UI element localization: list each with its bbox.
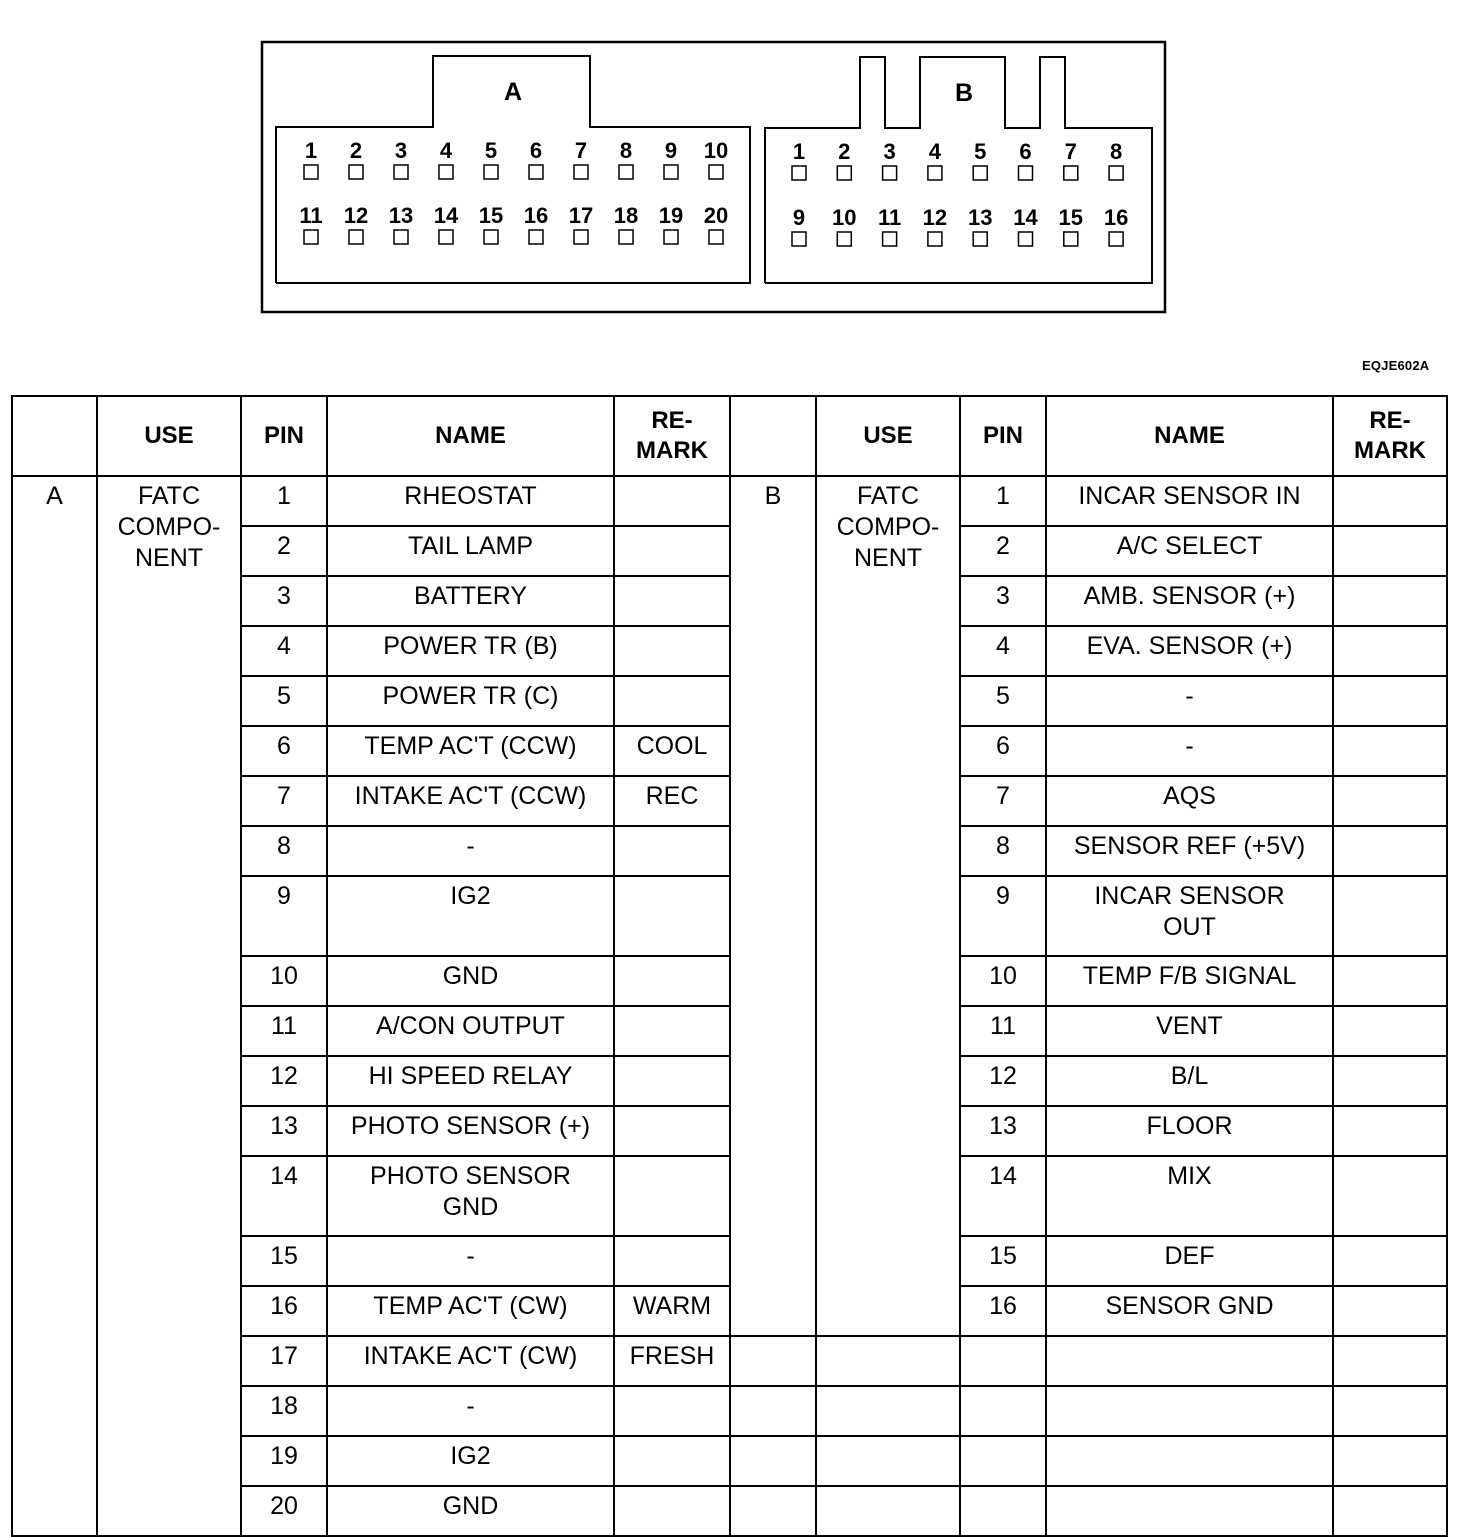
name-cell: A/C SELECT [1046, 526, 1333, 576]
pin-cell: 14 [960, 1156, 1046, 1236]
pin-number: 20 [703, 203, 729, 228]
pin-number: 3 [883, 139, 896, 164]
name-cell: IG2 [327, 1436, 614, 1486]
use-cell [816, 1436, 960, 1486]
pin-cell [960, 1336, 1046, 1386]
name-cell: - [327, 826, 614, 876]
pin-socket [349, 165, 363, 179]
name-cell [1046, 1386, 1333, 1436]
name-cell: SENSOR GND [1046, 1286, 1333, 1336]
pin-number: 9 [792, 205, 806, 230]
pin-socket [439, 230, 453, 244]
connector-frame [262, 42, 1165, 312]
table-row [12, 476, 1447, 526]
name-cell: - [327, 1386, 614, 1436]
remark-cell [1333, 826, 1447, 876]
pin-cell: 5 [241, 676, 327, 726]
pin-cell: 10 [960, 956, 1046, 1006]
name-cell: - [1046, 726, 1333, 776]
pin-socket [1109, 232, 1123, 246]
remark-cell [1333, 626, 1447, 676]
connector-cell [730, 1386, 816, 1436]
name-cell: AQS [1046, 776, 1333, 826]
pin-socket [529, 230, 543, 244]
pin-socket [304, 165, 318, 179]
pin-number: 7 [574, 138, 588, 163]
pin-socket [664, 165, 678, 179]
pin-socket [439, 165, 453, 179]
pin-cell: 18 [241, 1386, 327, 1436]
pin-cell: 7 [241, 776, 327, 826]
pin-socket [484, 230, 498, 244]
pin-cell: 8 [241, 826, 327, 876]
pin-socket [1019, 166, 1033, 180]
pin-socket [619, 230, 633, 244]
connector-cell [730, 1486, 816, 1536]
pin-number: 11 [877, 205, 902, 230]
pin-cell: 1 [241, 476, 327, 526]
pin-socket [973, 166, 987, 180]
pin-socket [1064, 232, 1078, 246]
pin-number: 16 [523, 203, 549, 228]
pin-number: 10 [832, 205, 857, 230]
pin-assignment-table [11, 395, 1448, 1537]
remark-cell [1333, 1436, 1447, 1486]
pin-cell: 11 [241, 1006, 327, 1056]
pin-number: 7 [1064, 139, 1077, 164]
use-cell [816, 1336, 960, 1386]
name-cell: EVA. SENSOR (+) [1046, 626, 1333, 676]
name-cell: IG2 [327, 876, 614, 956]
remark-cell [614, 1106, 730, 1156]
connector-a-label: A [503, 78, 523, 106]
remark-cell [1333, 1106, 1447, 1156]
header-cell [730, 396, 816, 476]
pin-number: 14 [433, 203, 459, 228]
pin-number: 19 [658, 203, 684, 228]
remark-cell [1333, 1486, 1447, 1536]
name-cell: PHOTO SENSOR (+) [327, 1106, 614, 1156]
pin-cell: 13 [241, 1106, 327, 1156]
remark-cell [1333, 776, 1447, 826]
pin-socket [1019, 232, 1033, 246]
pin-socket [709, 230, 723, 244]
pin-cell [960, 1436, 1046, 1486]
name-cell: SENSOR REF (+5V) [1046, 826, 1333, 876]
pin-number: 11 [299, 203, 323, 228]
pin-socket [1064, 166, 1078, 180]
name-cell: HI SPEED RELAY [327, 1056, 614, 1106]
pin-cell: 12 [241, 1056, 327, 1106]
remark-cell [1333, 1236, 1447, 1286]
pin-socket [394, 165, 408, 179]
figure-code: EQJE602A [1362, 358, 1430, 373]
remark-cell [1333, 1336, 1447, 1386]
connector-a-pins [299, 138, 728, 244]
remark-cell [614, 1056, 730, 1106]
name-cell: TAIL LAMP [327, 526, 614, 576]
pin-cell: 10 [241, 956, 327, 1006]
pin-number: 8 [619, 138, 633, 163]
name-cell: POWER TR (B) [327, 626, 614, 676]
pin-number: 17 [568, 203, 594, 228]
header-cell: PIN [960, 396, 1046, 476]
remark-cell [1333, 476, 1447, 526]
remark-cell [1333, 1006, 1447, 1056]
pin-socket [664, 230, 678, 244]
pin-socket [619, 165, 633, 179]
pin-cell: 9 [241, 876, 327, 956]
pin-socket [837, 232, 851, 246]
name-cell: GND [327, 1486, 614, 1536]
pin-number: 8 [1109, 139, 1123, 164]
pin-cell: 4 [960, 626, 1046, 676]
name-cell: PHOTO SENSOR GND [327, 1156, 614, 1236]
pin-socket [973, 232, 987, 246]
remark-cell [1333, 1286, 1447, 1336]
pin-number: 1 [792, 139, 806, 164]
pin-cell [960, 1486, 1046, 1536]
pin-socket [394, 230, 408, 244]
pin-number: 18 [613, 203, 639, 228]
pin-cell: 3 [960, 576, 1046, 626]
remark-cell [1333, 726, 1447, 776]
header-cell [12, 396, 97, 476]
pin-cell: 7 [960, 776, 1046, 826]
pin-cell: 3 [241, 576, 327, 626]
pin-number: 4 [928, 139, 942, 164]
pin-number: 13 [967, 205, 993, 230]
pin-socket [529, 165, 543, 179]
pin-number: 16 [1103, 205, 1129, 230]
pin-number: 5 [484, 138, 498, 163]
remark-cell: FRESH [614, 1336, 730, 1386]
pin-number: 6 [1019, 139, 1032, 164]
header-cell: RE- MARK [1333, 396, 1447, 476]
pin-socket [928, 232, 942, 246]
remark-cell [614, 826, 730, 876]
name-cell: TEMP AC'T (CW) [327, 1286, 614, 1336]
pin-number: 1 [304, 138, 318, 163]
name-cell: INCAR SENSOR IN [1046, 476, 1333, 526]
connector-cell: B [730, 476, 816, 1336]
pin-socket [574, 165, 588, 179]
pin-cell: 6 [960, 726, 1046, 776]
remark-cell [1333, 956, 1447, 1006]
pin-number: 5 [974, 139, 987, 164]
pin-cell: 11 [960, 1006, 1046, 1056]
name-cell [1046, 1436, 1333, 1486]
name-cell: VENT [1046, 1006, 1333, 1056]
pin-cell: 8 [960, 826, 1046, 876]
use-cell [816, 1386, 960, 1436]
remark-cell [614, 1386, 730, 1436]
remark-cell [614, 1156, 730, 1236]
pin-cell: 16 [241, 1286, 327, 1336]
name-cell: - [327, 1236, 614, 1286]
pin-cell: 19 [241, 1436, 327, 1486]
name-cell: - [1046, 676, 1333, 726]
pin-number: 6 [529, 138, 543, 163]
connector-diagram [0, 0, 1472, 340]
remark-cell [1333, 876, 1447, 956]
remark-cell: REC [614, 776, 730, 826]
pin-cell: 14 [241, 1156, 327, 1236]
name-cell: TEMP F/B SIGNAL [1046, 956, 1333, 1006]
pin-cell: 17 [241, 1336, 327, 1386]
pin-cell: 6 [241, 726, 327, 776]
remark-cell: WARM [614, 1286, 730, 1336]
pin-socket [574, 230, 588, 244]
name-cell: A/CON OUTPUT [327, 1006, 614, 1056]
pin-socket [1109, 166, 1123, 180]
name-cell: BATTERY [327, 576, 614, 626]
pin-cell: 4 [241, 626, 327, 676]
pin-socket [792, 166, 806, 180]
name-cell: INTAKE AC'T (CCW) [327, 776, 614, 826]
remark-cell [1333, 1056, 1447, 1106]
pin-number: 10 [703, 138, 729, 163]
name-cell: AMB. SENSOR (+) [1046, 576, 1333, 626]
remark-cell [614, 1436, 730, 1486]
name-cell: DEF [1046, 1236, 1333, 1286]
pin-socket [792, 232, 806, 246]
header-cell: USE [97, 396, 241, 476]
remark-cell [614, 576, 730, 626]
use-cell: FATC COMPO- NENT [816, 476, 960, 1336]
pin-cell: 5 [960, 676, 1046, 726]
pin-cell: 20 [241, 1486, 327, 1536]
pin-number: 13 [388, 203, 414, 228]
name-cell: RHEOSTAT [327, 476, 614, 526]
pin-cell: 1 [960, 476, 1046, 526]
pin-socket [709, 165, 723, 179]
connector-cell [730, 1436, 816, 1486]
use-cell: FATC COMPO- NENT [97, 476, 241, 1536]
pin-socket [484, 165, 498, 179]
header-cell: PIN [241, 396, 327, 476]
pin-number: 14 [1013, 205, 1038, 230]
remark-cell: COOL [614, 726, 730, 776]
pin-socket [837, 166, 851, 180]
pin-number: 12 [922, 205, 948, 230]
name-cell: TEMP AC'T (CCW) [327, 726, 614, 776]
pin-cell: 9 [960, 876, 1046, 956]
name-cell [1046, 1486, 1333, 1536]
pin-socket [883, 166, 897, 180]
table-header-row [12, 396, 1447, 476]
pin-number: 2 [838, 139, 851, 164]
remark-cell [1333, 1156, 1447, 1236]
name-cell: INCAR SENSOR OUT [1046, 876, 1333, 956]
connector-cell [730, 1336, 816, 1386]
pin-cell: 2 [241, 526, 327, 576]
name-cell: GND [327, 956, 614, 1006]
pin-number: 4 [439, 138, 453, 163]
pin-cell: 13 [960, 1106, 1046, 1156]
pin-number: 15 [1058, 205, 1084, 230]
pin-cell: 12 [960, 1056, 1046, 1106]
name-cell: FLOOR [1046, 1106, 1333, 1156]
name-cell: B/L [1046, 1056, 1333, 1106]
connector-b-pins [792, 139, 1128, 246]
pin-number: 9 [664, 138, 678, 163]
remark-cell [614, 1006, 730, 1056]
name-cell [1046, 1336, 1333, 1386]
pin-cell: 15 [241, 1236, 327, 1286]
pin-table [11, 395, 1448, 1537]
header-cell: USE [816, 396, 960, 476]
remark-cell [1333, 526, 1447, 576]
pin-socket [349, 230, 363, 244]
pin-socket [928, 166, 942, 180]
header-cell: NAME [1046, 396, 1333, 476]
header-cell: NAME [327, 396, 614, 476]
pin-number: 3 [394, 138, 408, 163]
remark-cell [614, 876, 730, 956]
pin-number: 2 [349, 138, 363, 163]
pin-cell: 2 [960, 526, 1046, 576]
remark-cell [1333, 1386, 1447, 1436]
remark-cell [614, 1236, 730, 1286]
remark-cell [614, 1486, 730, 1536]
remark-cell [1333, 676, 1447, 726]
remark-cell [614, 626, 730, 676]
pin-number: 15 [478, 203, 504, 228]
remark-cell [614, 676, 730, 726]
remark-cell [614, 956, 730, 1006]
pin-cell [960, 1386, 1046, 1436]
pin-cell: 15 [960, 1236, 1046, 1286]
name-cell: POWER TR (C) [327, 676, 614, 726]
connector-cell: A [12, 476, 97, 1536]
pin-number: 12 [343, 203, 369, 228]
remark-cell [614, 476, 730, 526]
name-cell: MIX [1046, 1156, 1333, 1236]
connector-b-label: B [954, 79, 974, 107]
pin-socket [883, 232, 897, 246]
use-cell [816, 1486, 960, 1536]
remark-cell [1333, 576, 1447, 626]
pin-socket [304, 230, 318, 244]
header-cell: RE- MARK [614, 396, 730, 476]
name-cell: INTAKE AC'T (CW) [327, 1336, 614, 1386]
remark-cell [614, 526, 730, 576]
pin-cell: 16 [960, 1286, 1046, 1336]
